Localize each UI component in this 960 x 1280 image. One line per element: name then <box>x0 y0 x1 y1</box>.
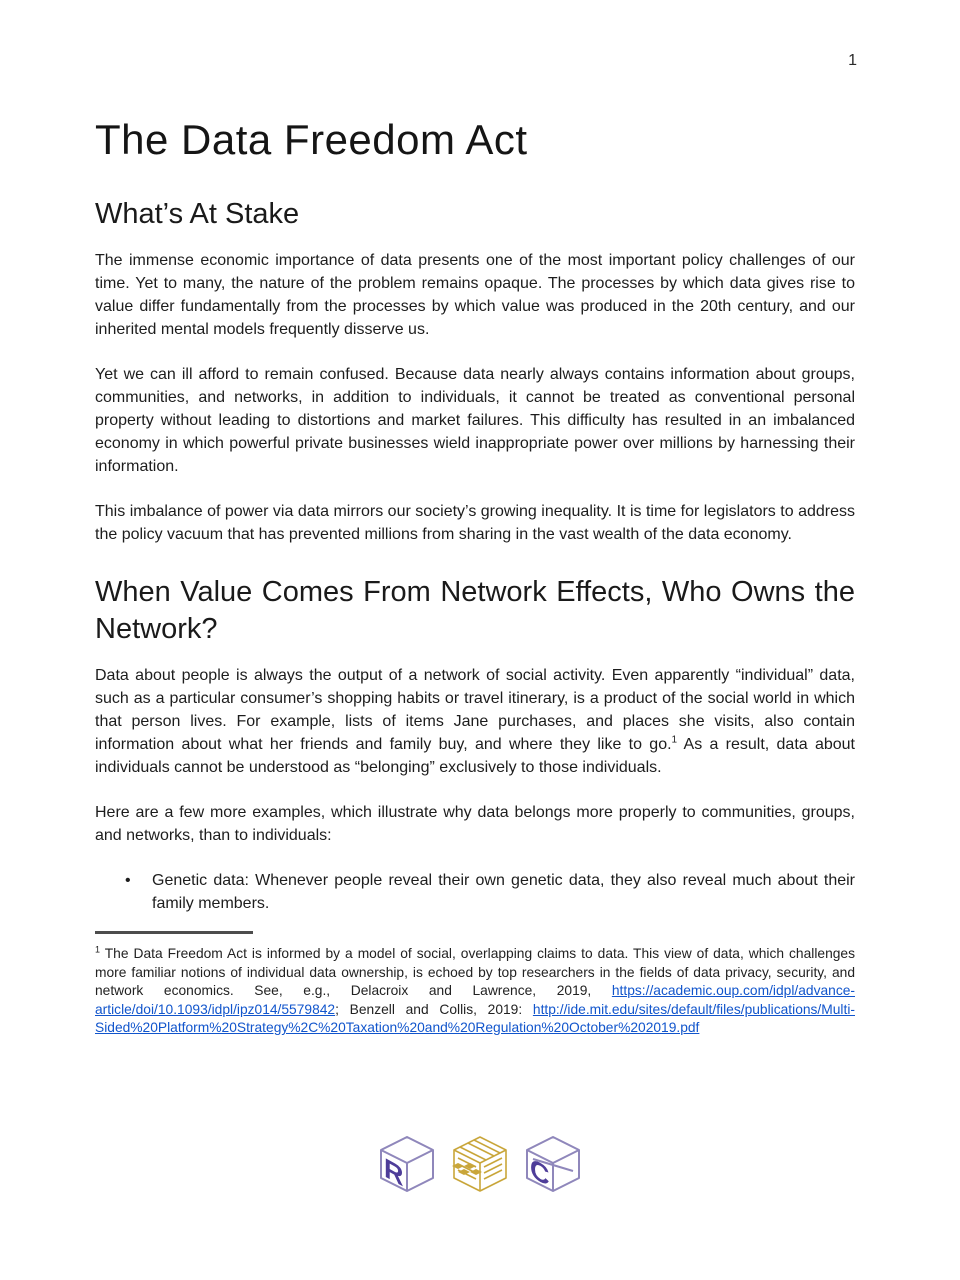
cube-x-icon <box>448 1133 512 1205</box>
svg-text:R: R <box>384 1152 404 1194</box>
document-content <box>95 0 855 1038</box>
list-item <box>125 869 855 915</box>
footnote <box>95 945 855 1038</box>
heading-whats-at-stake: What’s At Stake <box>95 198 300 230</box>
paragraph-network-2: Here are a few more examples, which illustrate why data belongs more properly to communities, groups, and networks, than to individuals: <box>95 804 855 844</box>
paragraph-network-1-text: Data about people is always the output of a network of social activity. Even apparently “individual” data, such as a particular consumer’s shopping habits or travel itinerary, is a product of the social world in which that person lives. For example, lists of items Jane purchases, and places she visits, also contain information about what her friends and family buy, and where they like to go. <box>95 667 855 753</box>
paragraph-stake-3: This imbalance of power via data mirrors our society’s growing inequality. It is time for legislators to address the policy vacuum that has prevented millions from sharing in the vast wealth of the data economy. <box>95 503 855 543</box>
heading-network-effects: When Value Comes From Network Effects, Who Owns the Network? <box>95 576 855 645</box>
svg-text:C: C <box>530 1152 550 1194</box>
footnote-divider <box>95 931 253 934</box>
document-title: The Data Freedom Act <box>95 116 528 163</box>
cube-c-icon <box>521 1133 585 1205</box>
footnote-link-mit[interactable]: http://ide.mit.edu/sites/default/files/publications/Multi-Sided%20Platform%20Strategy%2C%20Taxation%20and%20Regulation%20October%202019.pdf <box>95 1001 855 1035</box>
footnote-text-2: ; Benzell and Collis, 2019: <box>335 1001 533 1017</box>
footnote-text: The Data Freedom Act is informed by a model of social, overlapping claims to data. This view of data, which challenges more familiar notions of individual data ownership, is echoed by top researchers in the fields of data privacy, security, and network economics. See, e.g., Delacroix and Lawrence, 2019, <box>95 946 855 998</box>
footnote-marker: 1 <box>95 944 101 955</box>
paragraph-network-1 <box>95 664 855 779</box>
paragraph-stake-2: Yet we can ill afford to remain confused. Because data nearly always contains information about groups, communities, and networks, in addition to individuals, it cannot be treated as conventional personal property without leading to distortions and market failures. This difficulty has resulted in an imbalanced economy in which powerful private businesses wield inappropriate power over millions by harnessing their information. <box>95 366 855 475</box>
paragraph-stake-1: The immense economic importance of data presents one of the most important policy challenges of our time. Yet to many, the nature of the problem remains opaque. The processes by which data gives rise to value differ fundamentally from the processes by which value was produced in the 20th century, and our inherited mental models frequently disserve us. <box>95 252 855 338</box>
cube-r-icon <box>375 1133 439 1205</box>
radicalxchange-logo <box>0 1133 960 1205</box>
list-item-text: Genetic data: Whenever people reveal their own genetic data, they also reveal much about their family members. <box>152 872 855 912</box>
footnote-reference[interactable]: 1 <box>671 734 678 746</box>
footnote-link-oup[interactable]: https://academic.oup.com/idpl/advance-article/doi/10.1093/idpl/ipz014/5579842 <box>95 983 855 1017</box>
examples-list <box>95 869 855 915</box>
paragraph-network-1-continued: As a result, data about individuals cannot be understood as “belonging” exclusively to those individuals. <box>95 736 855 776</box>
page-number: 1 <box>848 52 857 69</box>
bullet-icon: • <box>125 872 131 889</box>
